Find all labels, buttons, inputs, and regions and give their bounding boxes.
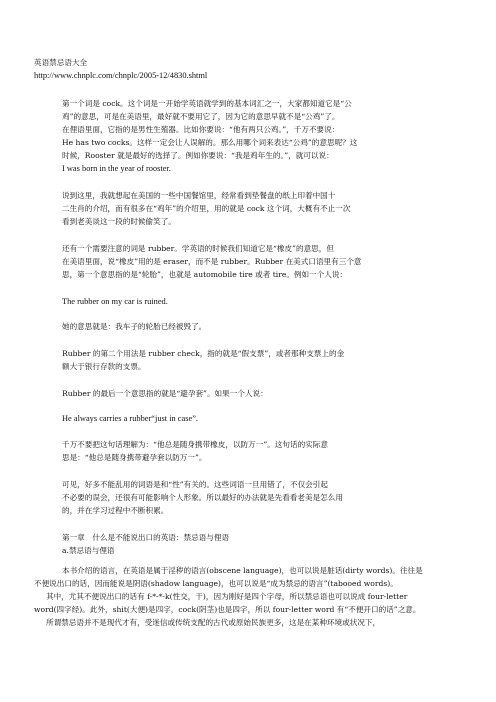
text-line: 千万不要把这句话理解为：“他总是随身携带橡皮，以防万一”。这句话的实际意 (62, 440, 328, 449)
text-line: 本书介绍的语言，在英语是属于淫秽的语言(obscene language)，也可以说是脏话(dirty words)。往往是 (62, 566, 423, 575)
text-line: 的，并在学习过程中不断积累。 (62, 506, 169, 515)
example-sentence: He always carries a rubber“just in case”. (62, 414, 199, 423)
text-line: 二生肖的介绍，而有很多在“鸡年”的介绍里，用的就是 cock 这个词，大概有不止一次 (62, 204, 351, 213)
text-line: word(四字经)。此外，shit(大便)是四字，cock(阴茎)也是四字，所以 four-letter word 有“不便开口的话”之意。 (34, 605, 421, 614)
text-line: 不便说出口的话，因而能说是阴语(shadow language)，也可以说是“成为禁忌的语言”(tabooed words)。 (34, 579, 398, 588)
text-line: 思，第一个意思指的是“轮胎”，也就是 automobile tire 或者 tire。例如一个人说： (62, 270, 348, 279)
text-line: 额大于银行存款的支票。 (62, 362, 146, 371)
text-line: Rubber 的第二个用法是 rubber check，指的就是“假支票”，或者那种支票上的金 (62, 349, 345, 358)
text-line: He has two cocks。这样一定会让人误解的。那么用哪个词来表达“公鸡”的意思呢？这 (62, 138, 358, 147)
text-line: 还有一个需要注意的词是 rubber。学英语的时候我们知道它是“橡皮”的意思，但 (62, 244, 334, 253)
text-line: 第一个词是 cock。这个词是一开始学英语就学到的基本词汇之一，大家都知道它是“公 (62, 99, 352, 108)
text-line: 思是：“他总是随身携带避孕套以防万一”。 (62, 453, 207, 462)
section-heading: a.禁忌语与俚语 (62, 546, 115, 555)
text-line: 看到老美谈这一段的时候偷笑了。 (62, 217, 176, 226)
text-line: 所谓禁忌语并不是现代才有，受迷信或传统支配的古代或原始民族更多，这是在某种环境或状况下， (46, 618, 381, 627)
text-line: Rubber 的最后一个意思指的就是“避孕套”。如果一个人说： (62, 389, 268, 398)
chapter-heading: 第一章 什么是不能说出口的英语：禁忌语与俚语 (62, 533, 230, 542)
example-sentence: The rubber on my car is ruined. (62, 297, 168, 306)
source-url-link[interactable]: http://www.chnplc.com/chnplc/2005-12/4830.shtml (34, 71, 208, 80)
text-line: 其中，尤其不便说出口的话有 f-*-*-k(性交，干)，因为刚好是四个字母，所以禁忌语也可以说成 four-letter (46, 592, 408, 601)
text-line: 在美语里面，说“橡皮”用的是 eraser，而不是 rubber。Rubber 在美式口语里有三个意 (62, 257, 362, 266)
text-line: 她的意思就是：我车子的轮胎已经被毁了。 (62, 322, 207, 331)
text-line: 时候，Rooster 就是最好的选择了。例如你要说：“我是鸡年生的。”，就可以说： (62, 151, 334, 160)
text-line: 说到这里，我就想起在美国的一些中国餐馆里，经常看到垫餐盘的纸上印着中国十 (62, 191, 336, 200)
text-line: 可见，好多不能乱用的词语是和“性”有关的。这些词语一旦用错了，不仅会引起 (62, 480, 328, 489)
example-sentence: I was born in the year of rooster. (62, 164, 171, 173)
document-title: 英语禁忌语大全 (34, 58, 88, 67)
text-line: 鸡”的意思，可是在美语里，最好就不要用它了，因为它的意思早就不是“公鸡”了。 (62, 112, 340, 121)
text-line: 不必要的误会，还很有可能影响个人形象。所以最好的办法就是先看看老美是怎么用 (62, 493, 343, 502)
text-line: 在俚语里面，它指的是男性生殖器。比如你要说：“他有两只公鸡。”，千万不要说： (62, 125, 340, 134)
